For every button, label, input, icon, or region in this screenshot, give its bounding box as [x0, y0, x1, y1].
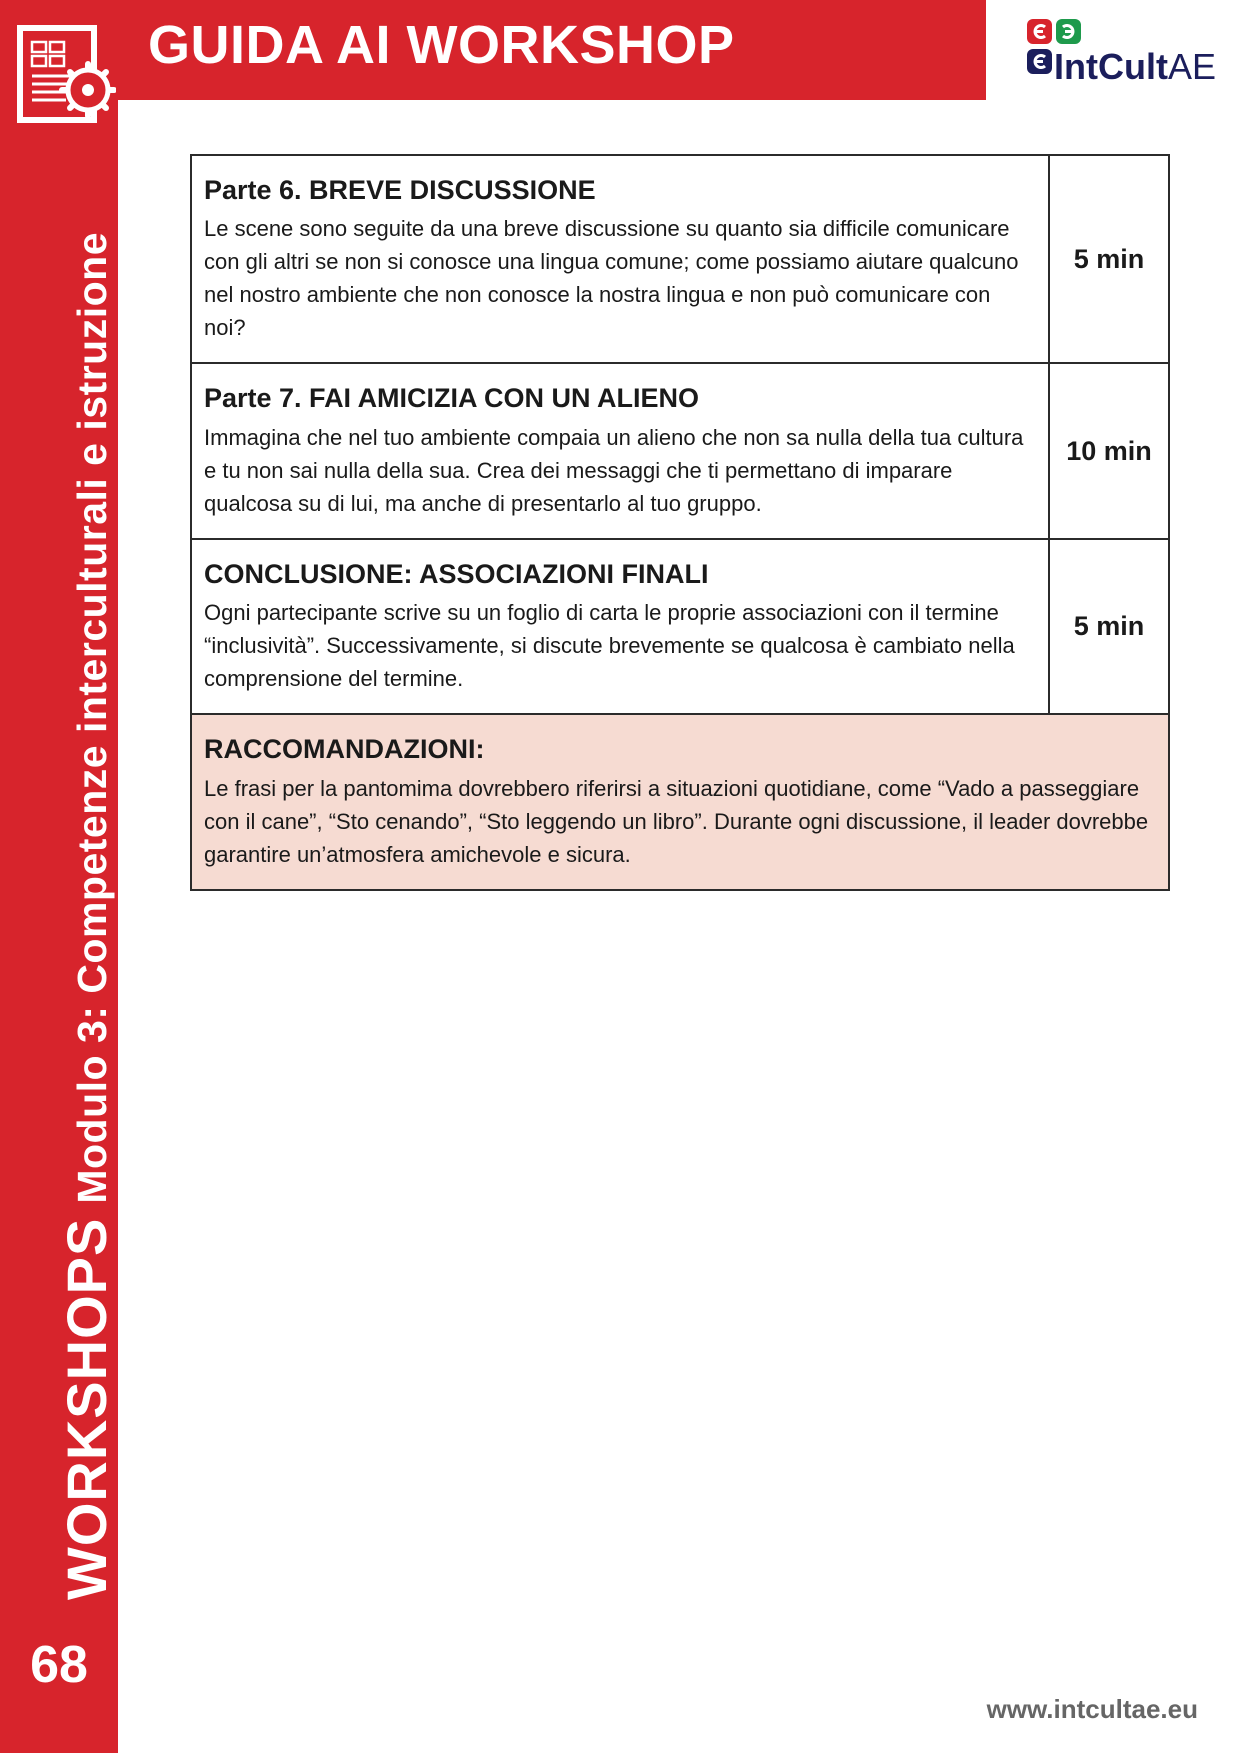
- recommendations-cell: [191, 714, 1169, 889]
- table-row: [191, 363, 1169, 538]
- recommendations-body: Le frasi per la pantomima dovrebbero riferirsi a situazioni quotidiane, come “Vado a passeggiare con il cane”, “Sto cenando”, “Sto leggendo un libro”. Durante ogni discussione, il leader dovrebbe garantire un’atmosfera amichevole e sicura.: [204, 775, 1149, 867]
- sidebar: [0, 0, 118, 1753]
- workshop-table: [190, 154, 1170, 891]
- section-title: Parte 7. FAI AMICIZIA CON UN ALIENO: [204, 383, 700, 414]
- table-row: [191, 155, 1169, 363]
- header-bar: [118, 0, 986, 100]
- section-duration: 5 min: [1049, 155, 1169, 363]
- section-cell: [191, 363, 1049, 538]
- section-cell: [191, 155, 1049, 363]
- sidebar-workshops-label: WORKSHOPS: [55, 1217, 118, 1600]
- page-title: GUIDA AI WORKSHOP: [148, 15, 735, 75]
- logo-text-strong: IntCult: [1054, 46, 1168, 87]
- footer-url[interactable]: www.intcultae.eu: [986, 1694, 1198, 1724]
- section-title: CONCLUSIONE: ASSOCIAZIONI FINALI: [204, 558, 709, 589]
- section-body: Immagina che nel tuo ambiente compaia un alieno che non sa nulla della tua cultura e tu non sai nulla della sua. Crea dei messaggi che ti permettano di imparare qualcosa su di lui, ma anche di presentarlo al tuo gruppo.: [204, 424, 1024, 516]
- logo-wordmark: [1054, 46, 1216, 87]
- intcultae-logo: [1024, 18, 1224, 88]
- document-gear-icon: [16, 22, 116, 130]
- recommendations-row: [191, 714, 1169, 889]
- logo-text-light: AE: [1167, 46, 1216, 87]
- page-number: 68: [30, 1636, 88, 1694]
- section-cell: [191, 539, 1049, 714]
- sidebar-vertical-title: [55, 231, 118, 1600]
- table-row: [191, 539, 1169, 714]
- section-body: Ogni partecipante scrive su un foglio di carta le proprie associazioni con il termine “inclusività”. Successivamente, si discute brevemente se qualcosa è cambiato nella comprensione del termine.: [204, 600, 1015, 692]
- section-duration: 10 min: [1049, 363, 1169, 538]
- sidebar-module-label: Modulo 3: Competenze interculturali e istruzione: [69, 231, 115, 1204]
- section-title: Parte 6. BREVE DISCUSSIONE: [204, 175, 596, 205]
- recommendations-title: RACCOMANDAZIONI:: [204, 734, 485, 765]
- section-body: Le scene sono seguite da una breve discussione su quanto sia difficile comunicare con gli altri se non si conosce una lingua comune; come possiamo aiutare qualcuno nel nostro ambiente che non conosce la nostra lingua e non può comunicare con noi?: [204, 216, 1019, 341]
- section-duration: 5 min: [1049, 539, 1169, 714]
